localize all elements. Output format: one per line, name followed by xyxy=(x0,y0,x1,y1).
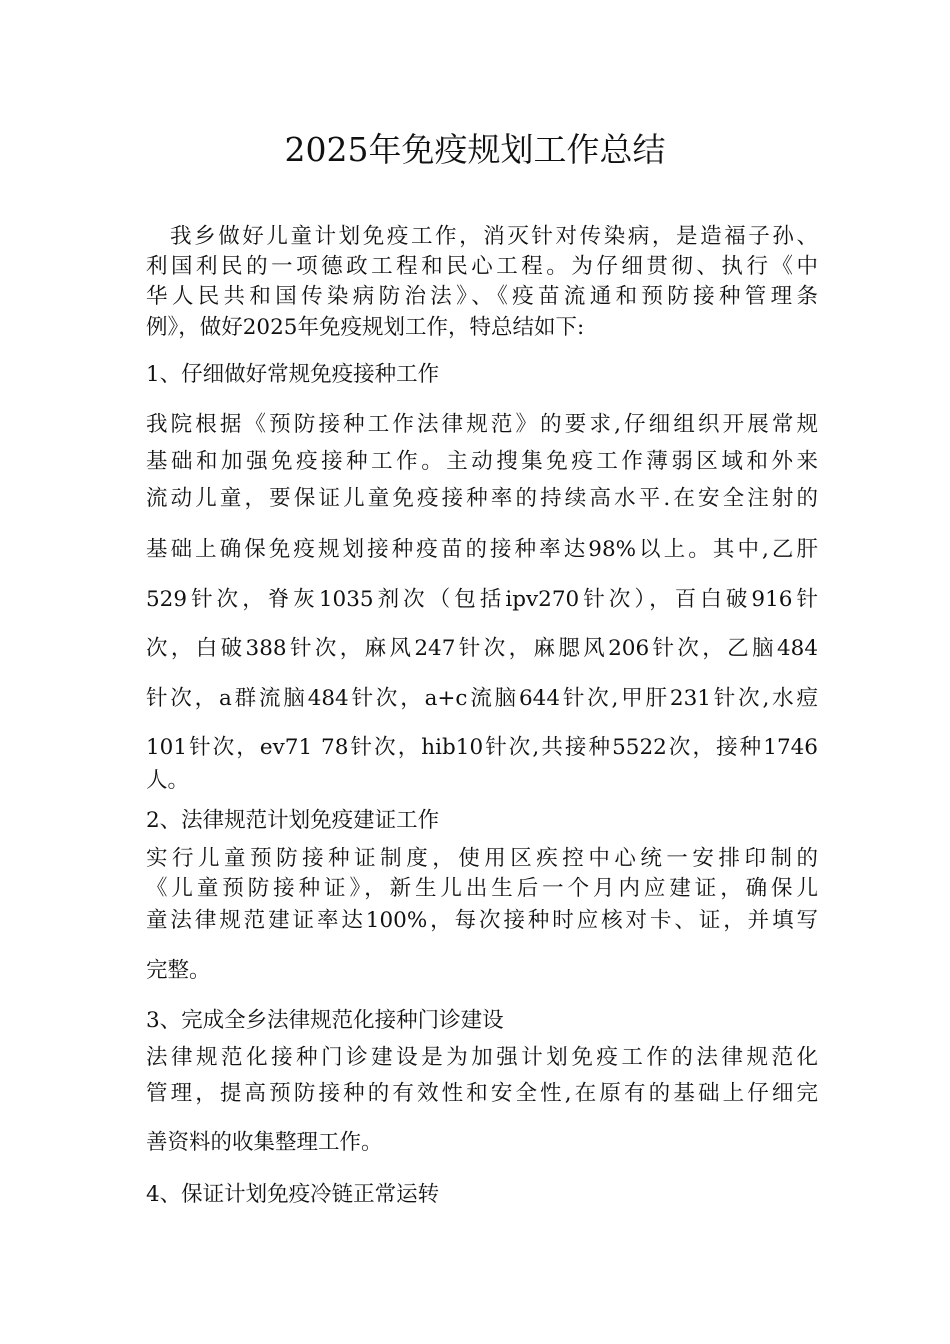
section-heading: 2、法律规范计划免疫建证工作 xyxy=(146,808,440,833)
intro-line: 我乡做好儿童计划免疫工作，消灭针对传染病，是造福子孙、 xyxy=(170,224,818,249)
body-line: 529针次，脊灰1035剂次（包括ipv270针次），百白破916针 xyxy=(146,587,818,612)
section-heading: 4、保证计划免疫冷链正常运转 xyxy=(146,1182,440,1207)
document-title: 2025年免疫规划工作总结 xyxy=(284,130,666,169)
body-line: 童法律规范建证率达100%，每次接种时应核对卡、证，并填写 xyxy=(146,908,818,933)
body-line: 人。 xyxy=(146,768,190,793)
body-line: 基础和加强免疫接种工作。主动搜集免疫工作薄弱区域和外来 xyxy=(146,449,818,474)
body-line: 流动儿童，要保证儿童免疫接种率的持续高水平.在安全注射的 xyxy=(146,486,818,511)
body-line: 次，白破388针次，麻风247针次，麻腮风206针次，乙脑484 xyxy=(146,636,818,661)
intro-line: 例》，做好2025年免疫规划工作，特总结如下: xyxy=(146,315,585,340)
intro-line: 利国利民的一项德政工程和民心工程。为仔细贯彻、执行《中 xyxy=(146,254,818,279)
body-line: 101针次，ev71 78针次，hib10针次,共接种5522次，接种1746 xyxy=(146,735,818,760)
body-line: 管理，提高预防接种的有效性和安全性,在原有的基础上仔细完 xyxy=(146,1081,818,1106)
body-line: 完整。 xyxy=(146,958,211,983)
body-line: 实行儿童预防接种证制度，使用区疾控中心统一安排印制的 xyxy=(146,846,818,871)
body-line: 法律规范化接种门诊建设是为加强计划免疫工作的法律规范化 xyxy=(146,1045,818,1070)
body-line: 《儿童预防接种证》，新生儿出生后一个月内应建证，确保儿 xyxy=(146,876,818,901)
intro-line: 华人民共和国传染病防治法》、《疫苗流通和预防接种管理条 xyxy=(146,284,818,309)
section-heading: 1、仔细做好常规免疫接种工作 xyxy=(146,362,440,387)
body-line: 善资料的收集整理工作。 xyxy=(146,1130,383,1155)
section-heading: 3、完成全乡法律规范化接种门诊建设 xyxy=(146,1008,504,1033)
body-line: 基础上确保免疫规划接种疫苗的接种率达98%以上。其中,乙肝 xyxy=(146,537,818,562)
body-line: 针次，a群流脑484针次，a+c流脑644针次,甲肝231针次,水痘 xyxy=(146,686,818,711)
body-line: 我院根据《预防接种工作法律规范》的要求,仔细组织开展常规 xyxy=(146,412,818,437)
